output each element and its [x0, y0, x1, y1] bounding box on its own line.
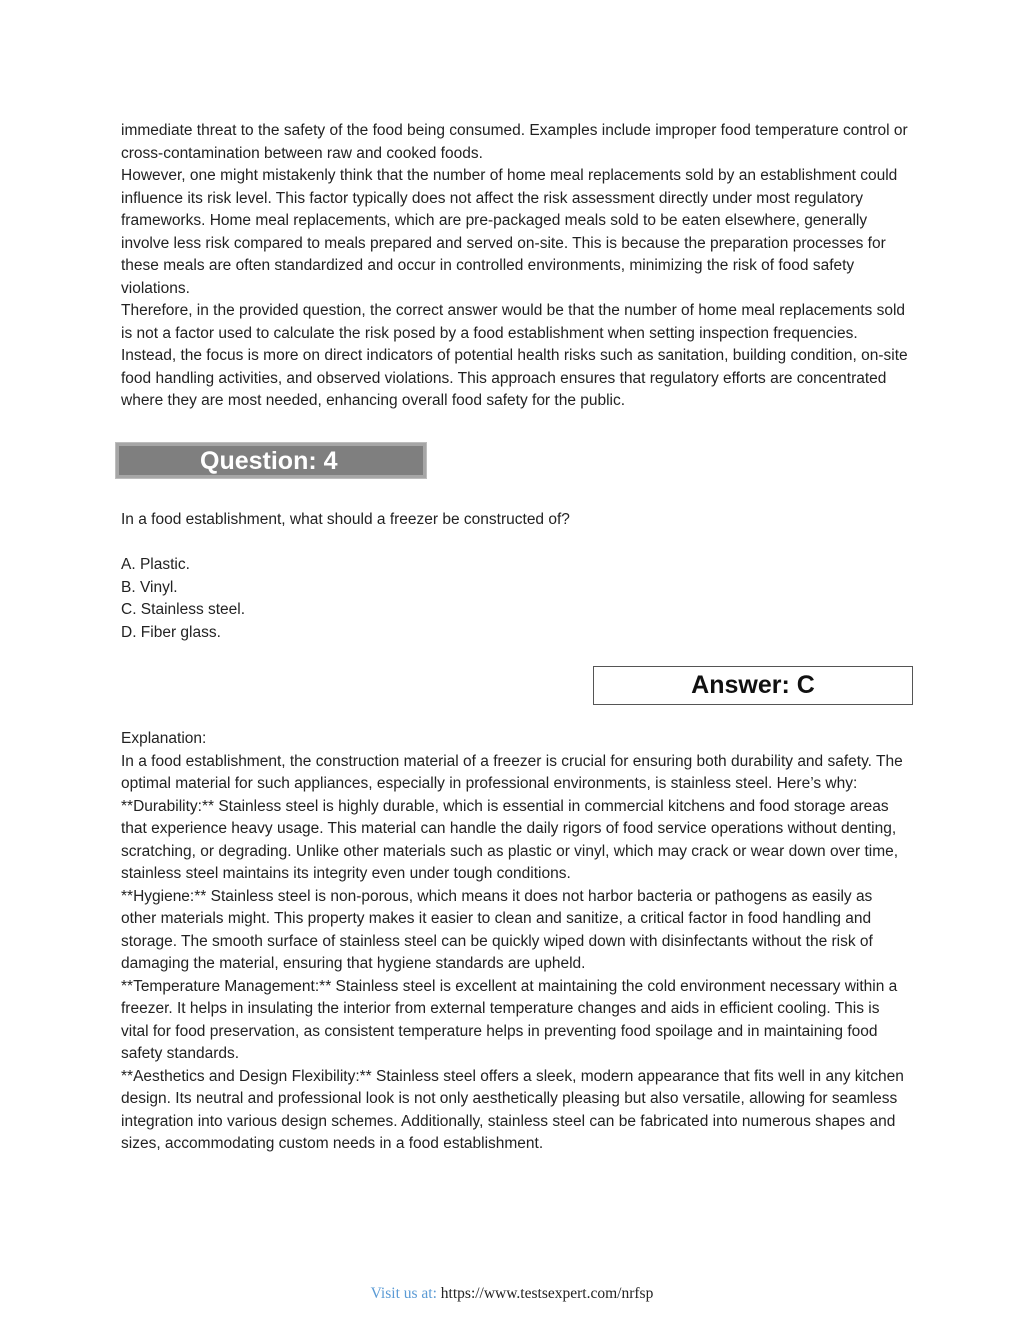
question-text: In a food establishment, what should a freezer be constructed of? — [121, 511, 570, 528]
footer-visit-label: Visit us at: — [370, 1285, 437, 1302]
page-footer — [0, 1284, 1024, 1304]
explanation-paragraph: **Aesthetics and Design Flexibility:** Stainless steel offers a sleek, modern appearance that fits well in any kitchen design. Its neutral and professional look is not only aesthetically pleasing but also versatile, allowing for seamless integration into various design schemes. Additionally, stainless steel can be fabricated into numerous shapes and sizes, accommodating custom needs in a food establishment. — [121, 1067, 904, 1152]
explanation-text — [121, 728, 911, 1156]
option-d: D. Fiber glass. — [121, 623, 221, 641]
explanation-paragraph: **Hygiene:** Stainless steel is non-porous, which means it does not harbor bacteria or pathogens as easily as other materials might. This property makes it easier to clean and sanitize, a critical factor in food handling and storage. The smooth surface of stainless steel can be quickly wiped down with disinfectants without the risk of damaging the material, ensuring that hygiene standards are upheld. — [121, 887, 873, 972]
answer-box — [593, 666, 913, 705]
intro-paragraph: Therefore, in the provided question, the correct answer would be that the number of home meal replacements sold is not a factor used to calculate the risk posed by a food establishment when setting inspection frequencies. Instead, the focus is more on direct indicators of potential health risks such as sanitation, building condition, on-site food handling activities, and observed violations. This approach ensures that regulatory efforts are concentrated where they are most needed, enhancing overall food safety for the public. — [121, 302, 908, 409]
answer-label: Answer: C — [691, 671, 815, 699]
intro-text — [121, 120, 911, 413]
question-heading-banner — [115, 442, 427, 479]
option-a: A. Plastic. — [121, 556, 190, 573]
intro-paragraph: However, one might mistakenly think that the number of home meal replacements sold by an establishment could influence its risk level. This factor typically does not affect the risk assessment directly under most regulatory frameworks. Home meal replacements, which are pre-packaged meals sold to be eaten elsewhere, generally involve less risk compared to meals prepared and served on-site. This is because the preparation processes for these meals are often standardized and occur in controlled environments, minimizing the risk of food safety violations. — [121, 167, 898, 297]
answer-options — [121, 554, 911, 644]
explanation-paragraph: In a food establishment, the construction material of a freezer is crucial for ensuring both durability and safety. The optimal material for such appliances, especially in professional environments, is stainless steel. Here’s why: — [121, 752, 903, 792]
explanation-paragraph: **Temperature Management:** Stainless steel is excellent at maintaining the cold environment necessary within a freezer. It helps in insulating the interior from external temperature changes and aids in efficient cooling. This is vital for food preservation, as consistent temperature helps in preventing food spoilage and in maintaining food safety standards. — [121, 977, 898, 1062]
option-b: B. Vinyl. — [121, 578, 178, 596]
footer-url-link[interactable]: https://www.testsexpert.com/nrfsp — [440, 1285, 654, 1302]
question-heading: Question: 4 — [200, 447, 338, 475]
intro-paragraph: immediate threat to the safety of the food being consumed. Examples include improper food temperature control or cross-contamination between raw and cooked foods. — [121, 122, 908, 162]
question-text-block — [121, 509, 911, 532]
explanation-heading: Explanation: — [121, 730, 207, 747]
option-c: C. Stainless steel. — [121, 601, 246, 618]
explanation-paragraph: **Durability:** Stainless steel is highly durable, which is essential in commercial kitchens and food storage areas that experience heavy usage. This material can handle the daily rigors of food service operations without denting, scratching, or degrading. Unlike other materials such as plastic or vinyl, which may crack or wear down over time, stainless steel maintains its integrity even under tough conditions. — [121, 797, 899, 882]
